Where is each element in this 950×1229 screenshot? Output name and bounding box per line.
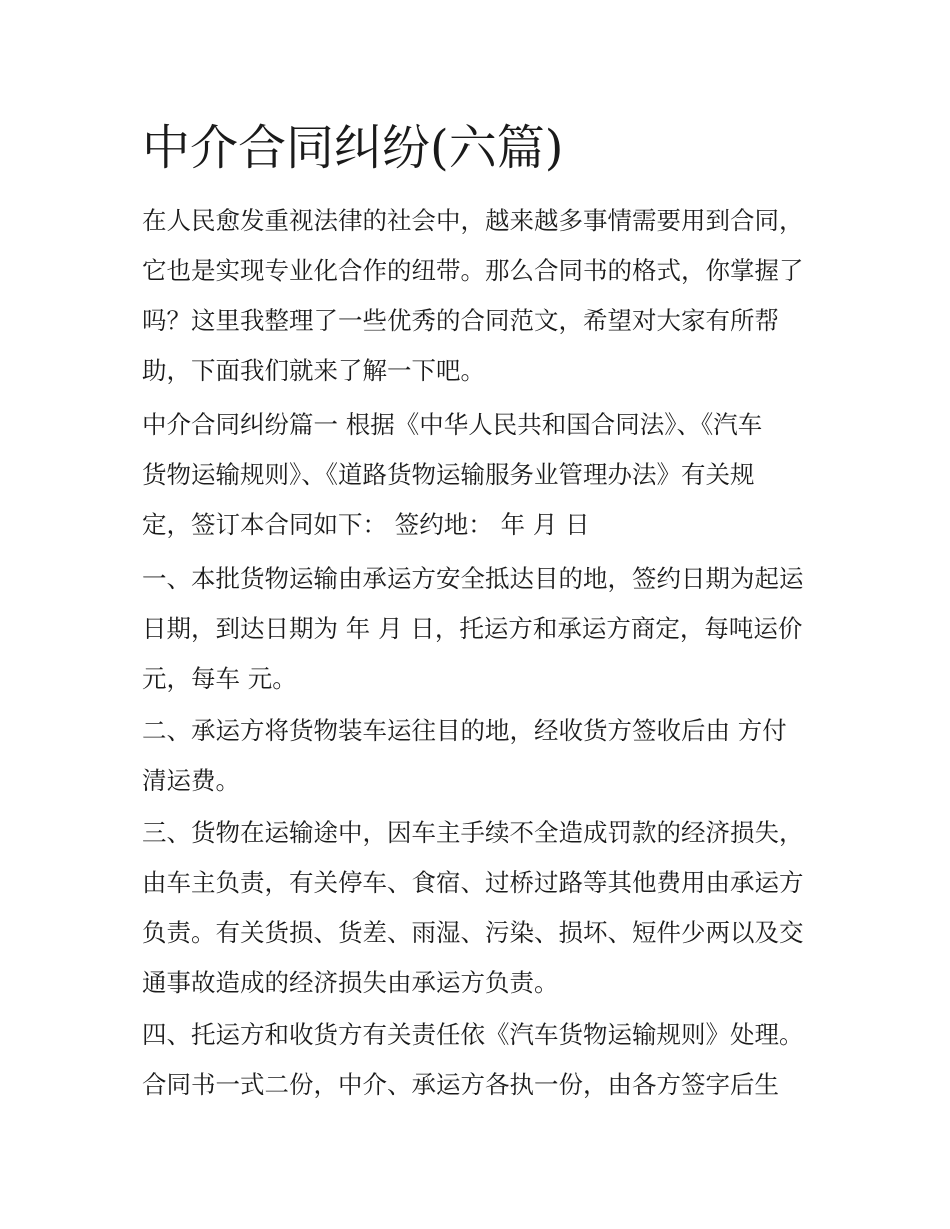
body-line: 通事故造成的经济损失由承运方负责。 [142,968,559,997]
body-line: 由车主负责，有关停车、食宿、过桥过路等其他费用由承运方 [142,868,804,897]
body-line: 四、托运方和收货方有关责任依《汽车货物运输规则》处理。 [142,1020,804,1049]
body-line: 合同书一式二份，中介、承运方各执一份，由各方签字后生 [142,1070,779,1099]
body-line: 在人民愈发重视法律的社会中，越来越多事情需要用到合同， [142,206,804,235]
body-line: 日期，到达日期为 年 月 日，托运方和承运方商定，每吨运价 [142,614,803,643]
body-line: 二、承运方将货物装车运往目的地，经收货方签收后由 方付 [142,716,787,745]
body-line: 它也是实现专业化合作的纽带。那么合同书的格式，你掌握了 [142,256,804,285]
body-line: 中介合同纠纷篇一 根据《中华人民共和国合同法》、《汽车 [142,410,763,439]
body-line: 一、本批货物运输由承运方安全抵达目的地，签约日期为起运 [142,564,804,593]
body-line: 定，签订本合同如下： 签约地： 年 月 日 [142,510,590,539]
body-line: 负责。有关货损、货差、雨湿、污染、损坏、短件少两以及交 [142,918,804,947]
body-line: 货物运输规则》、《道路货物运输服务业管理办法》有关规 [142,460,755,489]
document-title: 中介合同纠纷(六篇) [142,120,564,176]
body-line: 元，每车 元。 [142,664,297,693]
body-line: 三、货物在运输途中，因车主手续不全造成罚款的经济损失， [142,818,804,847]
body-line: 助，下面我们就来了解一下吧。 [142,356,485,385]
body-line: 吗？这里我整理了一些优秀的合同范文，希望对大家有所帮 [142,306,779,335]
body-line: 清运费。 [142,766,240,795]
